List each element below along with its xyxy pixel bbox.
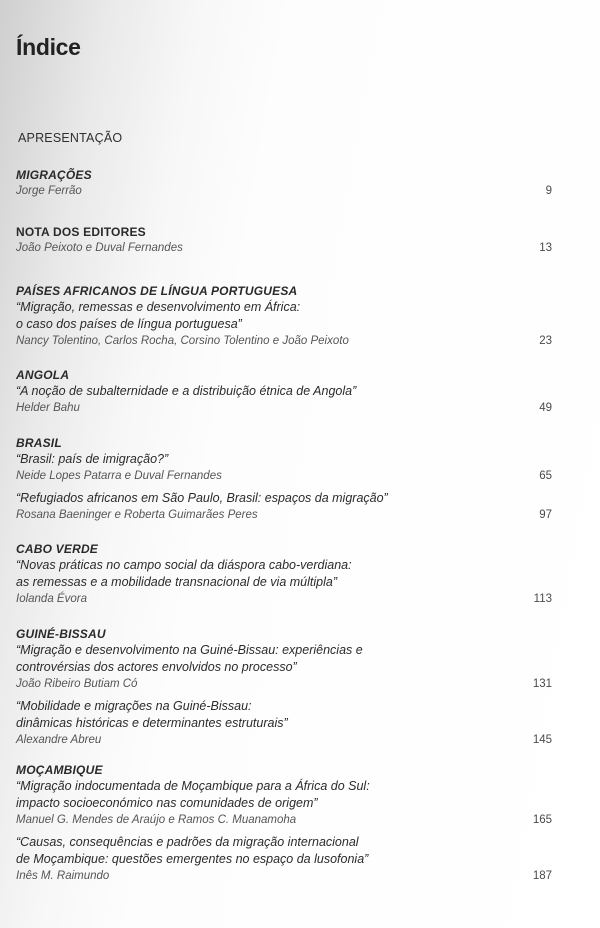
entry-author: Manuel G. Mendes de Araújo e Ramos C. Muanamoha xyxy=(16,814,297,826)
entry-page-number: 187 xyxy=(532,870,552,882)
section-cabo-verde xyxy=(16,541,552,607)
toc-entry xyxy=(16,642,552,692)
toc-entry xyxy=(16,183,552,199)
entry-title: “Novas práticas no campo social da diáspora cabo-verdiana: as remessas e a mobilidade transnacional de via múltipla” xyxy=(16,558,352,589)
section-heading: ANGOLA xyxy=(16,368,70,382)
entry-title: “Mobilidade e migrações na Guiné-Bissau: dinâmicas históricas e determinantes estruturais” xyxy=(16,699,288,730)
section-heading: NOTA DOS EDITORES xyxy=(16,225,146,239)
entry-page-number: 65 xyxy=(539,470,552,482)
entry-title: “Migração indocumentada de Moçambique para a África do Sul: impacto socioeconómico nas comunidades de origem” xyxy=(16,779,370,810)
page-title: Índice xyxy=(16,34,81,60)
entry-title: “Migração e desenvolvimento na Guiné-Bissau: experiências e controvérsias dos actores envolvidos no processo” xyxy=(16,643,363,674)
entry-page-number: 145 xyxy=(532,734,552,746)
section-migracoes xyxy=(16,167,552,199)
entry-page-number: 97 xyxy=(539,509,552,521)
toc-entry xyxy=(16,299,552,349)
entry-title: “Brasil: país de imigração?” xyxy=(16,452,169,466)
apresentacao-heading: APRESENTAÇÃO xyxy=(18,131,123,145)
entry-page-number: 13 xyxy=(539,242,552,254)
toc-entry xyxy=(16,490,552,523)
toc-entry xyxy=(16,557,552,607)
entry-title: “Refugiados africanos em São Paulo, Brasil: espaços da migração” xyxy=(16,491,388,505)
entry-author: Iolanda Évora xyxy=(16,593,87,605)
toc-entry xyxy=(16,451,552,484)
section-heading: GUINÉ-BISSAU xyxy=(16,627,106,641)
toc-entry xyxy=(16,834,552,884)
section-heading: PAÍSES AFRICANOS DE LÍNGUA PORTUGUESA xyxy=(16,284,298,298)
entry-page-number: 165 xyxy=(532,814,552,826)
section-heading: MIGRAÇÕES xyxy=(16,168,92,182)
entry-page-number: 131 xyxy=(532,678,552,690)
entry-author: Neide Lopes Patarra e Duval Fernandes xyxy=(16,470,222,482)
entry-page-number: 23 xyxy=(539,335,552,347)
section-brasil xyxy=(16,435,552,523)
section-heading: CABO VERDE xyxy=(16,542,99,556)
entry-author: Inês M. Raimundo xyxy=(16,870,110,882)
entry-page-number: 113 xyxy=(533,593,552,605)
toc-entry xyxy=(16,240,552,256)
toc-entry xyxy=(16,698,552,748)
section-nota-dos-editores xyxy=(16,224,552,256)
section-heading: MOÇAMBIQUE xyxy=(16,763,103,777)
toc-entry xyxy=(16,383,552,416)
entry-page-number: 49 xyxy=(539,402,552,414)
entry-author: João Peixoto e Duval Fernandes xyxy=(16,242,183,254)
entry-author: Alexandre Abreu xyxy=(16,734,102,746)
entry-author: Helder Bahu xyxy=(16,402,80,414)
section-heading: BRASIL xyxy=(16,436,62,450)
section-angola xyxy=(16,367,552,416)
section-guine-bissau xyxy=(16,626,552,748)
entry-author: João Ribeiro Butiam Có xyxy=(16,678,138,690)
entry-title: “A noção de subalternidade e a distribuição étnica de Angola” xyxy=(16,384,357,398)
entry-author: Jorge Ferrão xyxy=(16,185,82,197)
entry-page-number: 9 xyxy=(545,185,552,197)
section-paises-africanos xyxy=(16,283,552,349)
toc-entry xyxy=(16,778,552,828)
entry-author: Nancy Tolentino, Carlos Rocha, Corsino Tolentino e João Peixoto xyxy=(16,335,349,347)
section-mocambique xyxy=(16,762,552,884)
entry-author: Rosana Baeninger e Roberta Guimarães Peres xyxy=(16,509,258,521)
entry-title: “Migração, remessas e desenvolvimento em África: o caso dos países de língua portuguesa” xyxy=(16,300,301,331)
entry-title: “Causas, consequências e padrões da migração internacional de Moçambique: questões emergentes no espaço da lusofonia” xyxy=(16,835,369,866)
